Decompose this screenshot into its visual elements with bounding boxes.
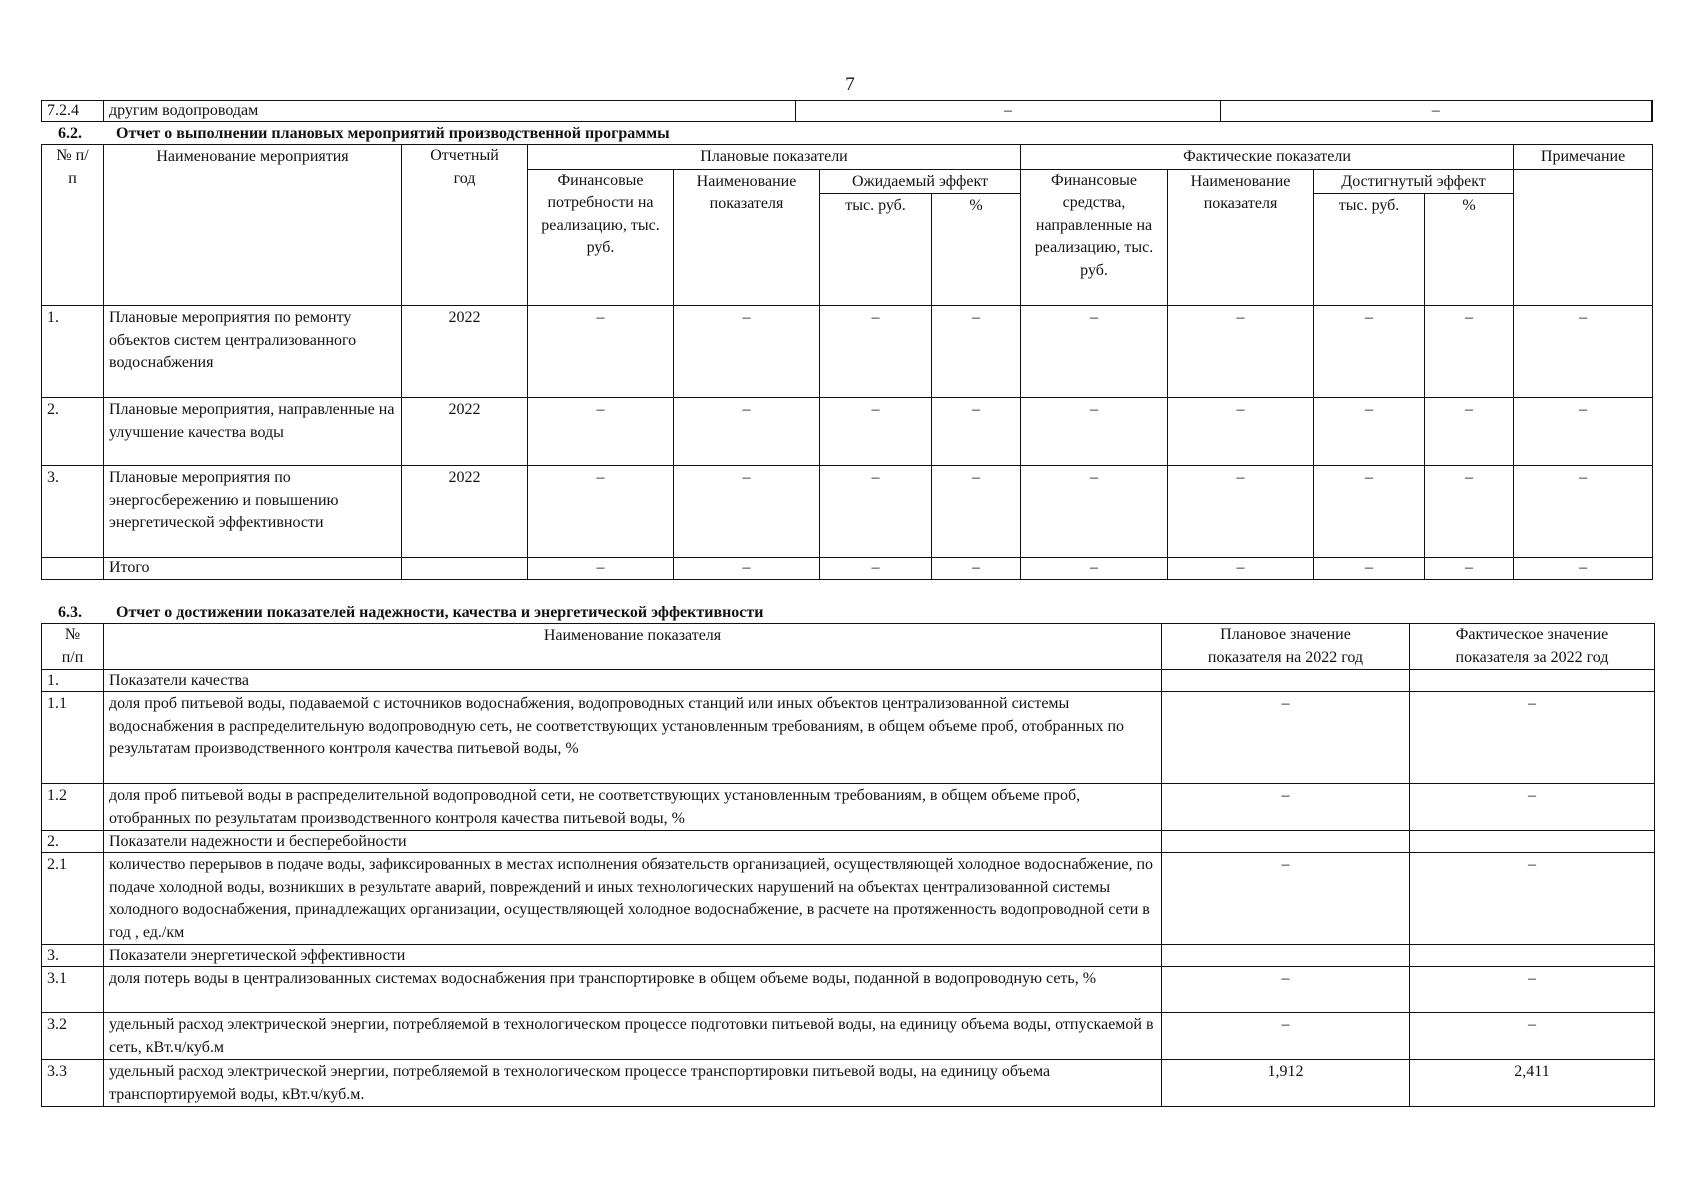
cell: –	[1168, 306, 1314, 398]
cell: –	[674, 558, 820, 580]
header-num: № п/п	[42, 145, 104, 306]
row-num: 7.2.4	[42, 101, 104, 122]
header-note: Примечание	[1514, 145, 1653, 170]
row-num: 1.	[42, 670, 104, 692]
cell: –	[932, 398, 1021, 466]
table-row	[42, 853, 1655, 945]
header-percent: %	[932, 194, 1021, 306]
cell: –	[1021, 398, 1168, 466]
cell: –	[1168, 558, 1314, 580]
row-plan: –	[1162, 1013, 1410, 1060]
header-percent-2: %	[1425, 194, 1514, 306]
header-num: № п/п	[42, 624, 104, 670]
section-6-3-table	[41, 623, 1655, 1107]
table-row	[42, 945, 1655, 967]
cell: –	[674, 306, 820, 398]
section-number: 6.2.	[58, 125, 82, 142]
table-row	[42, 1013, 1655, 1060]
row-year	[402, 558, 528, 580]
row-num: 3.	[42, 466, 104, 558]
cell: –	[528, 558, 674, 580]
header-thous-rub: тыс. руб.	[820, 194, 932, 306]
row-plan: –	[1162, 967, 1410, 1013]
cell: –	[1514, 558, 1653, 580]
row-num: 2.1	[42, 853, 104, 945]
cell: –	[1314, 398, 1425, 466]
row-fact: –	[1410, 967, 1655, 1013]
cell: –	[1514, 306, 1653, 398]
row-num: 3.3	[42, 1060, 104, 1107]
row-name: Итого	[104, 558, 402, 580]
row-fact	[1410, 670, 1655, 692]
row-fact: –	[1410, 1013, 1655, 1060]
row-year: 2022	[402, 306, 528, 398]
table-row	[42, 1060, 1655, 1107]
header-fin-need: Финансовые потребности на реализацию, тыс. руб.	[528, 169, 674, 306]
row-name: Плановые мероприятия по ремонту объектов систем централизованного водоснабжения	[104, 306, 402, 398]
row-num: 2.	[42, 831, 104, 853]
row-num	[42, 558, 104, 580]
cell: –	[528, 466, 674, 558]
cell: –	[1314, 466, 1425, 558]
cell: –	[932, 558, 1021, 580]
header-note-blank	[1514, 169, 1653, 306]
row-num: 3.2	[42, 1013, 104, 1060]
cell: –	[1514, 398, 1653, 466]
table-row	[42, 398, 1653, 466]
row-fact: –	[1410, 692, 1655, 784]
row-plan: –	[1162, 784, 1410, 831]
row-fact	[1410, 831, 1655, 853]
row-7-2-4-table	[41, 100, 1653, 122]
row-plan: 1,912	[1162, 1060, 1410, 1107]
header-planned: Плановые показатели	[528, 145, 1021, 170]
cell: –	[932, 306, 1021, 398]
cell: –	[674, 398, 820, 466]
row-num: 1.	[42, 306, 104, 398]
row-num: 2.	[42, 398, 104, 466]
row-plan-value: –	[796, 101, 1221, 122]
cell: –	[1021, 466, 1168, 558]
row-num: 1.2	[42, 784, 104, 831]
row-year: 2022	[402, 398, 528, 466]
row-fact: –	[1410, 784, 1655, 831]
header-name: Наименование показателя	[104, 624, 1162, 670]
cell: –	[1021, 306, 1168, 398]
row-label: другим водопроводам	[104, 101, 796, 122]
header-plan: Плановое значение показателя на 2022 год	[1162, 624, 1410, 670]
header-indicator-name-2: Наименование показателя	[1168, 169, 1314, 306]
section-number: 6.3.	[58, 604, 82, 621]
cell: –	[820, 466, 932, 558]
section-heading: Отчет о достижении показателей надежности, качества и энергетической эффективности	[116, 604, 764, 621]
row-name: Показатели качества	[104, 670, 1162, 692]
row-name: Показатели энергетической эффективности	[104, 945, 1162, 967]
row-fact-value: –	[1221, 101, 1652, 122]
row-name: Показатели надежности и бесперебойности	[104, 831, 1162, 853]
header-expected-effect: Ожидаемый эффект	[820, 169, 1021, 194]
header-name: Наименование мероприятия	[104, 145, 402, 306]
section-heading: Отчет о выполнении плановых мероприятий производственной программы	[116, 125, 670, 142]
row-name: доля проб питьевой воды, подаваемой с источников водоснабжения, водопроводных станций или иных объектов централизованной системы водоснабжения в распределительную водопроводную сеть, не соответствующих установленным требованиям, в общем объеме проб, отобранных по результатам производственного контроля качества питьевой воды, %	[104, 692, 1162, 784]
table-row	[42, 306, 1653, 398]
row-fact: 2,411	[1410, 1060, 1655, 1107]
row-name: доля потерь воды в централизованных системах водоснабжения при транспортировке в общем объеме воды, поданной в водопроводную сеть, %	[104, 967, 1162, 1013]
row-plan	[1162, 831, 1410, 853]
row-num: 3.1	[42, 967, 104, 1013]
cell: –	[820, 398, 932, 466]
page-number: 7	[845, 74, 855, 95]
row-fact: –	[1410, 853, 1655, 945]
header-fact: Фактическое значение показателя за 2022 год	[1410, 624, 1655, 670]
row-name: количество перерывов в подаче воды, зафиксированных в местах исполнения обязательств организацией, осуществляющей холодное водоснабжение, по подаче холодной воды, возникших в результате аварий, повреждений и иных технологических нарушений на объектах централизованной системы холодного водоснабжения, принадлежащих организации, осуществляющей холодное водоснабжение, в расчете на протяженность водопроводной сети в год , ед./км	[104, 853, 1162, 945]
row-fact	[1410, 945, 1655, 967]
row-num: 3.	[42, 945, 104, 967]
row-plan: –	[1162, 692, 1410, 784]
cell: –	[1425, 306, 1514, 398]
header-thous-rub-2: тыс. руб.	[1314, 194, 1425, 306]
header-achieved-effect: Достигнутый эффект	[1314, 169, 1514, 194]
section-6-2-title	[58, 125, 670, 143]
table-row	[42, 784, 1655, 831]
cell: –	[1425, 398, 1514, 466]
header-year: Отчетный год	[402, 145, 528, 306]
section-6-3-title	[58, 604, 763, 622]
table-row-total	[42, 558, 1653, 580]
table-row	[42, 670, 1655, 692]
row-num: 1.1	[42, 692, 104, 784]
row-plan	[1162, 945, 1410, 967]
table-row	[42, 831, 1655, 853]
cell: –	[932, 466, 1021, 558]
table-row	[42, 692, 1655, 784]
header-indicator-name: Наименование показателя	[674, 169, 820, 306]
row-name: Плановые мероприятия, направленные на улучшение качества воды	[104, 398, 402, 466]
cell: –	[674, 466, 820, 558]
row-plan	[1162, 670, 1410, 692]
table-row	[42, 967, 1655, 1013]
header-fin-spent: Финансовые средства, направленные на реализацию, тыс. руб.	[1021, 169, 1168, 306]
cell: –	[1425, 558, 1514, 580]
table-row	[42, 466, 1653, 558]
section-6-2-table	[41, 144, 1653, 580]
cell: –	[1314, 558, 1425, 580]
header-actual: Фактические показатели	[1021, 145, 1514, 170]
row-name: удельный расход электрической энергии, потребляемой в технологическом процессе транспортировки питьевой воды, на единицу объема транспортируемой воды, кВт.ч/куб.м.	[104, 1060, 1162, 1107]
cell: –	[1168, 398, 1314, 466]
cell: –	[1168, 466, 1314, 558]
row-name: Плановые мероприятия по энергосбережению и повышению энергетической эффективности	[104, 466, 402, 558]
row-plan: –	[1162, 853, 1410, 945]
cell: –	[820, 306, 932, 398]
cell: –	[528, 398, 674, 466]
row-name: удельный расход электрической энергии, потребляемой в технологическом процессе подготовки питьевой воды, на единицу объема воды, отпускаемой в сеть, кВт.ч/куб.м	[104, 1013, 1162, 1060]
cell: –	[1514, 466, 1653, 558]
cell: –	[528, 306, 674, 398]
cell: –	[1425, 466, 1514, 558]
row-name: доля проб питьевой воды в распределительной водопроводной сети, не соответствующих установленным требованиям, в общем объеме проб, отобранных по результатам производственного контроля качества питьевой воды, %	[104, 784, 1162, 831]
cell: –	[1021, 558, 1168, 580]
cell: –	[820, 558, 932, 580]
row-year: 2022	[402, 466, 528, 558]
cell: –	[1314, 306, 1425, 398]
